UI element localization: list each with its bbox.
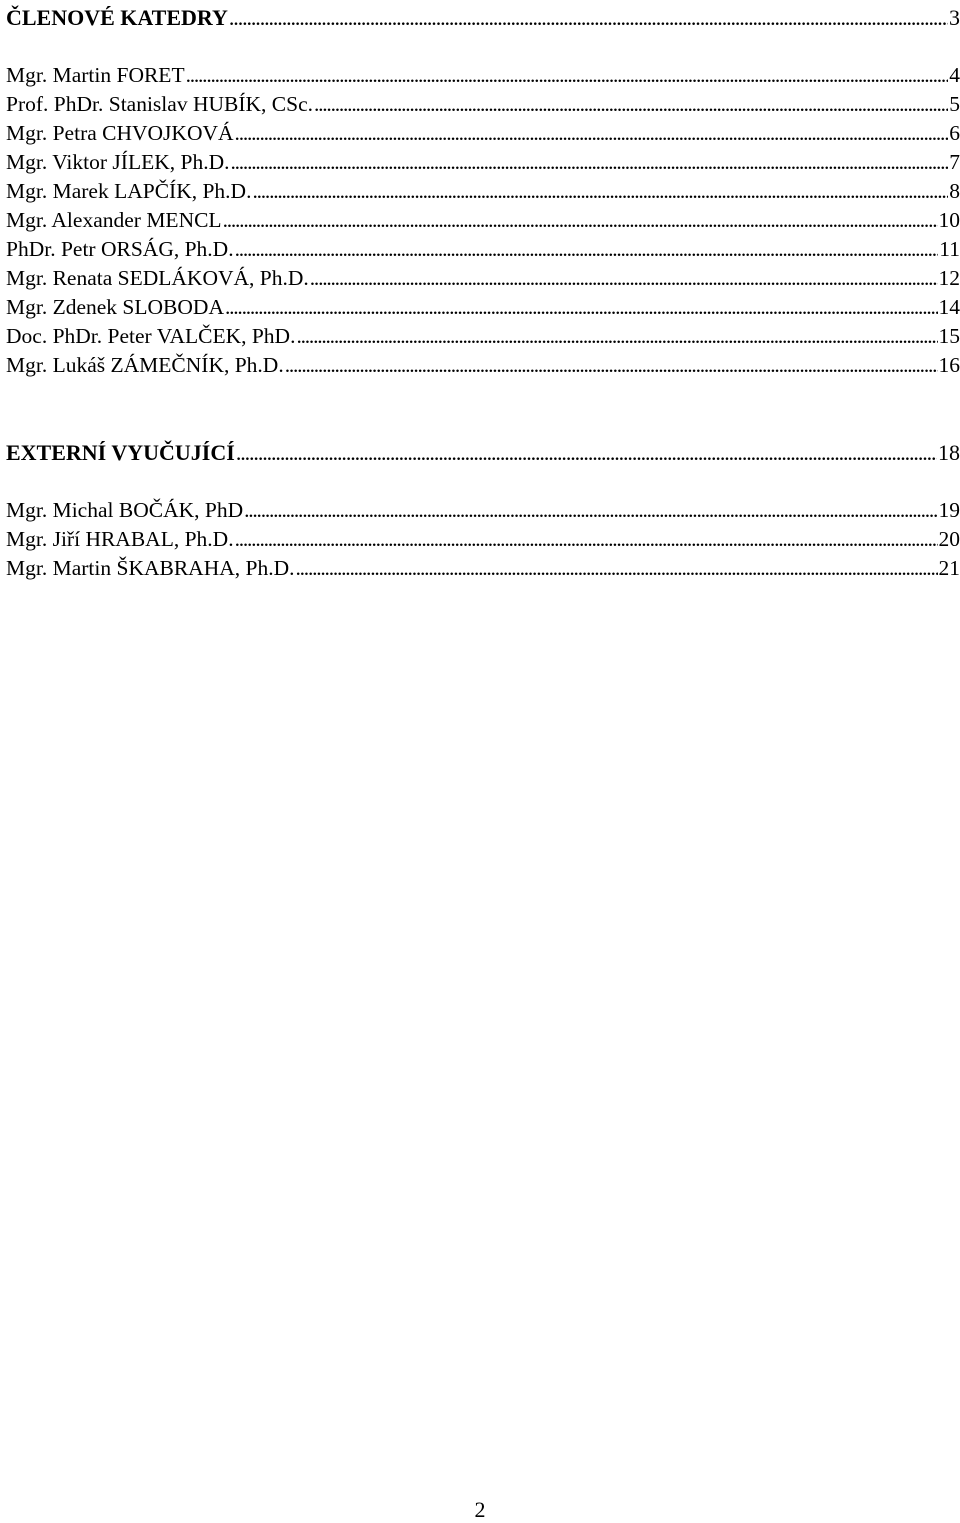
- toc-page-number: 12: [938, 266, 960, 290]
- toc-entry[interactable]: [6, 293, 960, 322]
- dot-leader: [235, 119, 949, 148]
- toc-entry[interactable]: [6, 177, 960, 206]
- page-footer-number: 2: [474, 1497, 486, 1522]
- dot-leader: [235, 525, 938, 554]
- toc-entry[interactable]: [6, 554, 960, 583]
- dot-leader: [186, 61, 949, 90]
- toc-page-number: 15: [938, 324, 960, 348]
- toc-entry-name: Mgr. Renata SEDLÁKOVÁ, Ph.D.: [6, 266, 309, 290]
- toc-entry[interactable]: [6, 351, 960, 380]
- dot-leader: [310, 264, 938, 293]
- toc-page-number: 21: [938, 556, 960, 580]
- toc-entry[interactable]: [6, 496, 960, 525]
- dot-leader: [235, 235, 939, 264]
- dot-leader: [296, 554, 938, 583]
- dot-leader: [236, 438, 937, 467]
- dot-leader: [314, 90, 948, 119]
- spacer: [6, 467, 960, 496]
- toc-entry-name: Mgr. Martin ŠKABRAHA, Ph.D.: [6, 556, 295, 580]
- toc-entry[interactable]: [6, 90, 960, 119]
- toc-entry[interactable]: [6, 322, 960, 351]
- toc-page-number: 4: [949, 63, 960, 87]
- toc-entry-name: Mgr. Zdenek SLOBODA: [6, 295, 224, 319]
- toc-entry[interactable]: [6, 235, 960, 264]
- table-of-contents: [6, 3, 960, 583]
- dot-leader: [252, 177, 948, 206]
- toc-entry[interactable]: [6, 206, 960, 235]
- toc-heading-title: ČLENOVÉ KATEDRY: [6, 5, 228, 30]
- toc-entry-name: Prof. PhDr. Stanislav HUBÍK, CSc.: [6, 92, 313, 116]
- toc-heading-title: EXTERNÍ VYUČUJÍCÍ: [6, 440, 235, 465]
- dot-leader: [225, 293, 938, 322]
- toc-page-number: 6: [949, 121, 960, 145]
- toc-heading-external[interactable]: [6, 438, 960, 467]
- toc-entry-name: Mgr. Jiří HRABAL, Ph.D.: [6, 527, 234, 551]
- toc-page-number: 3: [949, 5, 960, 30]
- toc-entry[interactable]: [6, 119, 960, 148]
- toc-entry-name: PhDr. Petr ORSÁG, Ph.D.: [6, 237, 234, 261]
- toc-page-number: 19: [938, 498, 960, 522]
- toc-entry-name: Doc. PhDr. Peter VALČEK, PhD.: [6, 324, 296, 348]
- toc-entry-name: Mgr. Lukáš ZÁMEČNÍK, Ph.D.: [6, 353, 284, 377]
- toc-page-number: 7: [949, 150, 960, 174]
- spacer: [6, 32, 960, 61]
- toc-entry-name: Mgr. Michal BOČÁK, PhD: [6, 498, 244, 522]
- toc-entry[interactable]: [6, 61, 960, 90]
- toc-entry[interactable]: [6, 148, 960, 177]
- toc-entry-name: Mgr. Alexander MENCL: [6, 208, 222, 232]
- toc-page-number: 8: [949, 179, 960, 203]
- spacer: [6, 380, 960, 438]
- toc-page-number: 10: [938, 208, 960, 232]
- toc-page-number: 18: [938, 440, 960, 465]
- dot-leader: [296, 322, 937, 351]
- dot-leader: [229, 3, 948, 32]
- toc-entry-name: Mgr. Marek LAPČÍK, Ph.D.: [6, 179, 252, 203]
- toc-entry[interactable]: [6, 525, 960, 554]
- toc-page-number: 16: [938, 353, 960, 377]
- toc-page-number: 5: [949, 92, 960, 116]
- toc-entry-name: Mgr. Martin FORET: [6, 63, 185, 87]
- toc-entry-name: Mgr. Petra CHVOJKOVÁ: [6, 121, 234, 145]
- toc-page-number: 11: [939, 237, 960, 261]
- dot-leader: [223, 206, 938, 235]
- dot-leader: [230, 148, 948, 177]
- toc-page-number: 14: [938, 295, 960, 319]
- toc-heading-members[interactable]: [6, 3, 960, 32]
- toc-page-number: 20: [938, 527, 960, 551]
- dot-leader: [285, 351, 938, 380]
- dot-leader: [244, 496, 937, 525]
- toc-entry[interactable]: [6, 264, 960, 293]
- toc-entry-name: Mgr. Viktor JÍLEK, Ph.D.: [6, 150, 230, 174]
